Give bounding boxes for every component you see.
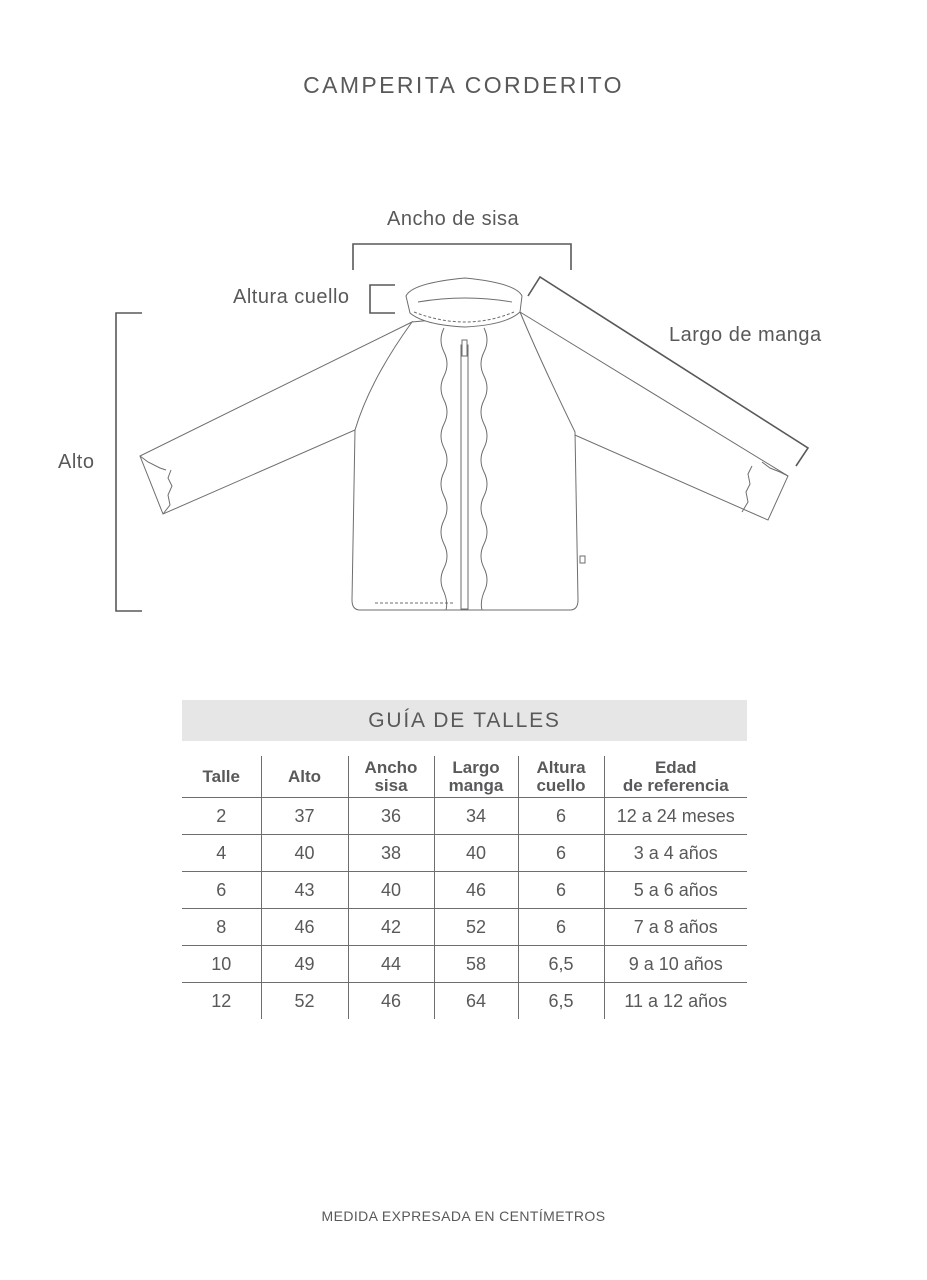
- cell-edad: 5 a 6 años: [604, 872, 747, 909]
- cell-largo-manga: 64: [434, 983, 518, 1020]
- column-header-talle: Talle: [182, 756, 261, 798]
- cell-edad: 9 a 10 años: [604, 946, 747, 983]
- cell-largo-manga: 34: [434, 798, 518, 835]
- cell-largo-manga: 58: [434, 946, 518, 983]
- cell-altura-cuello: 6,5: [518, 983, 604, 1020]
- cell-edad: 7 a 8 años: [604, 909, 747, 946]
- cell-edad: 11 a 12 años: [604, 983, 747, 1020]
- cell-talle: 8: [182, 909, 261, 946]
- ancho-sisa-bracket: [353, 244, 571, 270]
- cell-altura-cuello: 6: [518, 872, 604, 909]
- table-row: [182, 946, 747, 983]
- jacket-collar: [406, 278, 522, 327]
- cell-talle: 2: [182, 798, 261, 835]
- altura-cuello-label: Altura cuello: [233, 286, 350, 308]
- cell-ancho-sisa: 36: [348, 798, 434, 835]
- cell-altura-cuello: 6: [518, 798, 604, 835]
- cell-talle: 12: [211, 990, 232, 1011]
- table-row: [182, 983, 747, 1020]
- page-title: CAMPERITA CORDERITO: [303, 72, 624, 98]
- cell-altura-cuello: 6: [518, 835, 604, 872]
- cell-ancho-sisa: 38: [348, 835, 434, 872]
- cell-altura-cuello: 6,5: [518, 946, 604, 983]
- size-table: [182, 756, 747, 1019]
- table-row: [182, 798, 747, 835]
- ancho-sisa-label: Ancho de sisa: [387, 208, 520, 230]
- cell-alto: 37: [261, 798, 348, 835]
- cell-altura-cuello: 6: [518, 909, 604, 946]
- cell-alto: 49: [261, 946, 348, 983]
- cell-edad: 3 a 4 años: [604, 835, 747, 872]
- cell-largo-manga: 52: [434, 909, 518, 946]
- table-row: [182, 872, 747, 909]
- table-row: [182, 835, 747, 872]
- size-guide-title: GUÍA DE TALLES: [182, 700, 747, 741]
- column-header-altura-cuello: Altura cuello: [518, 756, 604, 798]
- column-header-alto: Alto: [261, 756, 348, 798]
- cell-alto: 46: [261, 909, 348, 946]
- table-row: [182, 909, 747, 946]
- cell-ancho-sisa: 44: [348, 946, 434, 983]
- column-header-largo-manga: Largo manga: [434, 756, 518, 798]
- size-table-header: [182, 756, 747, 798]
- cell-largo-manga: 46: [434, 872, 518, 909]
- alto-bracket: [116, 313, 142, 611]
- cell-ancho-sisa: 42: [348, 909, 434, 946]
- cell-talle: 6: [182, 872, 261, 909]
- alto-label: Alto: [58, 451, 95, 473]
- cell-ancho-sisa: 40: [348, 872, 434, 909]
- footer-note: MEDIDA EXPRESADA EN CENTÍMETROS: [321, 1208, 606, 1224]
- cell-alto: 43: [261, 872, 348, 909]
- column-header-edad: Edad de referencia: [604, 756, 747, 798]
- cell-alto: 52: [261, 983, 348, 1020]
- cell-talle: 4: [182, 835, 261, 872]
- cell-alto: 40: [261, 835, 348, 872]
- cell-ancho-sisa: 46: [348, 983, 434, 1020]
- cell-talle: 10: [182, 946, 261, 983]
- altura-cuello-bracket: [370, 285, 395, 313]
- cell-largo-manga: 40: [434, 835, 518, 872]
- column-header-ancho-sisa: Ancho sisa: [348, 756, 434, 798]
- cell-edad: 12 a 24 meses: [604, 798, 747, 835]
- largo-manga-label: Largo de manga: [669, 324, 822, 346]
